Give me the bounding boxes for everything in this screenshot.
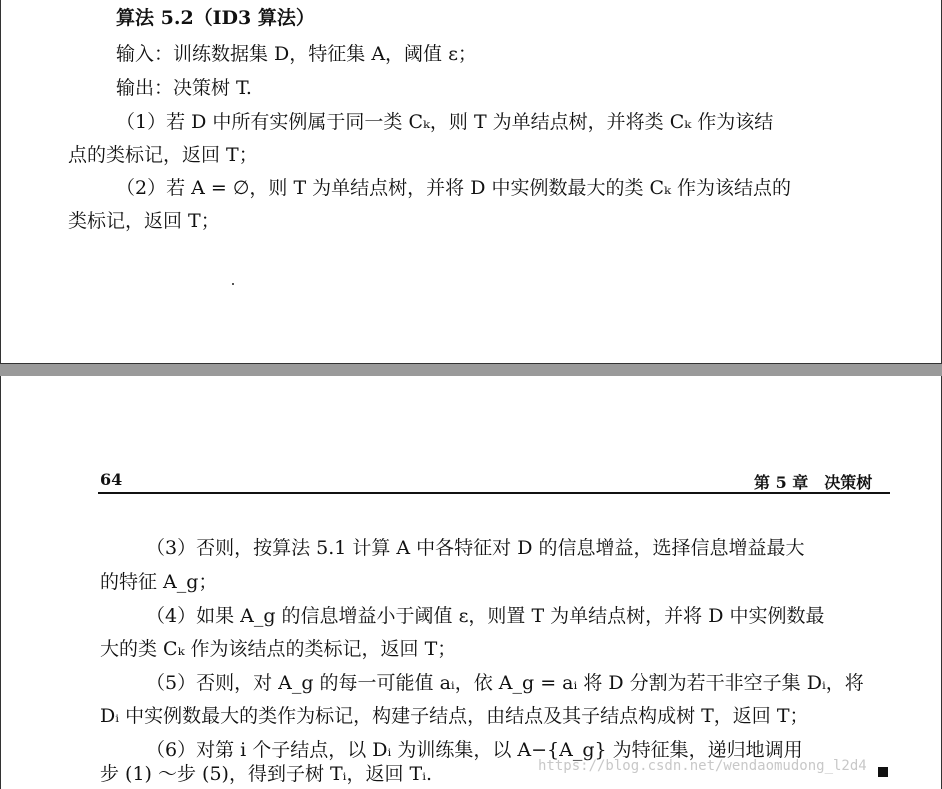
step-6-line-2: 步 (1) ～步 (5)，得到子树 Tᵢ，返回 Tᵢ.	[100, 763, 433, 785]
algorithm-title: 算法 5.2（ID3 算法）	[116, 7, 315, 29]
step-4-line-1: （4）如果 A_g 的信息增益小于阈值 ε，则置 T 为单结点树，并将 D 中实例数最	[146, 605, 825, 627]
step-5-line-2: Dᵢ 中实例数最大的类作为标记，构建子结点，由结点及其子结点构成树 T，返回 T；	[100, 705, 809, 727]
page-gap	[0, 364, 942, 376]
step-6-line-1: （6）对第 i 个子结点，以 Dᵢ 为训练集，以 A−{A_g} 为特征集，递归地调用	[146, 739, 803, 761]
watermark: https://blog.csdn.net/wendaomudong_l2d4	[538, 758, 867, 774]
page-number: 64	[100, 470, 123, 489]
algorithm-input: 输入：训练数据集 D，特征集 A，阈值 ε；	[116, 43, 477, 65]
running-head: 第 5 章 决策树	[754, 473, 873, 492]
step-1-line-2: 点的类标记，返回 T；	[68, 144, 258, 166]
header-rule	[98, 492, 890, 494]
step-3-line-2: 的特征 A_g；	[100, 571, 218, 593]
step-2-line-1: （2）若 A = ∅，则 T 为单结点树，并将 D 中实例数最大的类 Cₖ 作为该结点的	[116, 177, 792, 199]
step-2-line-2: 类标记，返回 T；	[68, 210, 220, 232]
algorithm-output: 输出：决策树 T.	[116, 77, 252, 99]
speck	[232, 283, 234, 285]
step-1-line-1: （1）若 D 中所有实例属于同一类 Cₖ，则 T 为单结点树，并将类 Cₖ 作为该结	[116, 111, 774, 133]
end-of-proof-mark	[878, 767, 888, 777]
step-5-line-1: （5）否则，对 A_g 的每一可能值 aᵢ，依 A_g = aᵢ 将 D 分割为若干非空子集 Dᵢ，将	[146, 672, 864, 694]
step-3-line-1: （3）否则，按算法 5.1 计算 A 中各特征对 D 的信息增益，选择信息增益最大	[146, 537, 805, 559]
step-4-line-2: 大的类 Cₖ 作为该结点的类标记，返回 T；	[100, 638, 457, 660]
